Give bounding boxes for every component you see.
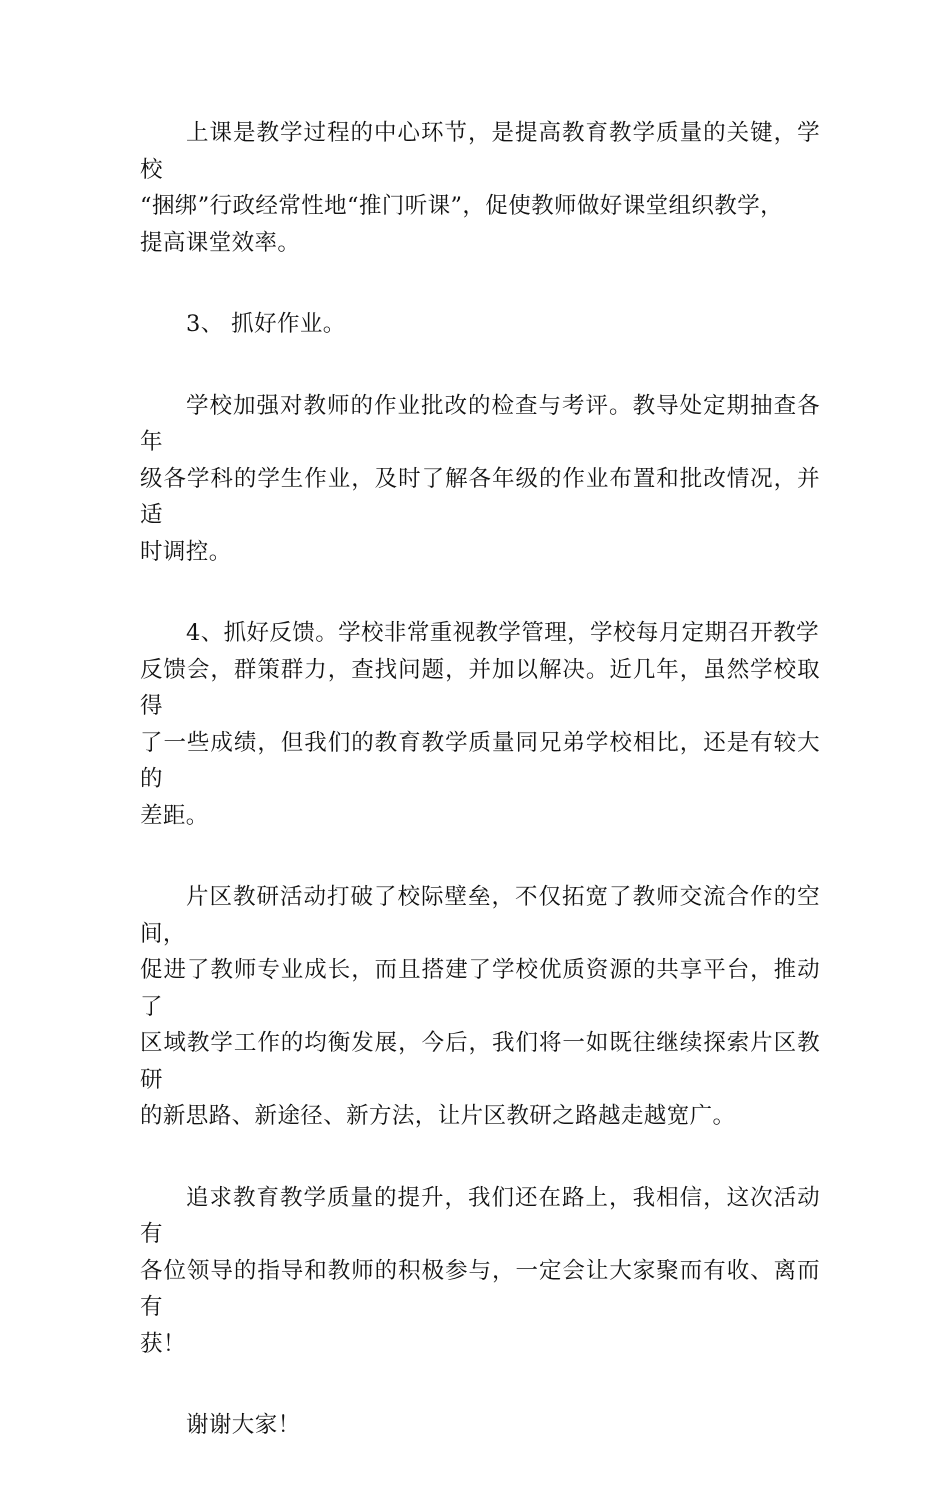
text-line: 片区教研活动打破了校际壁垒，不仅拓宽了教师交流合作的空间， xyxy=(140,884,820,947)
section-heading-homework xyxy=(140,306,820,343)
text-line: 反馈会，群策群力，查找问题，并加以解决。近几年，虽然学校取得 xyxy=(140,656,820,719)
paragraph-closing-thanks xyxy=(140,1407,820,1444)
paragraph-feedback xyxy=(140,615,820,834)
text-line: 时调控。 xyxy=(140,538,232,565)
text-line: 3、 抓好作业。 xyxy=(186,311,346,337)
document-body xyxy=(140,115,820,1489)
text-line: 差距。 xyxy=(140,802,209,829)
paragraph-homework-check xyxy=(140,388,820,571)
text-line: 追求教育教学质量的提升，我们还在路上，我相信，这次活动有 xyxy=(140,1184,820,1247)
text-line: 学校加强对教师的作业批改的检查与考评。教导处定期抽查各年 xyxy=(140,392,820,455)
text-line: 提高课堂效率。 xyxy=(140,229,301,256)
paragraph-district-research xyxy=(140,879,820,1135)
text-line: 级各学科的学生作业，及时了解各年级的作业布置和批改情况，并适 xyxy=(140,465,820,528)
text-line: 4、抓好反馈。学校非常重视教学管理，学校每月定期召开教学 xyxy=(186,620,820,646)
text-line: 了一些成绩，但我们的教育教学质量同兄弟学校相比，还是有较大的 xyxy=(140,729,820,792)
text-line: 上课是教学过程的中心环节，是提高教育教学质量的关键，学校 xyxy=(140,120,820,183)
paragraph-quality-pursuit xyxy=(140,1180,820,1363)
text-line: 促进了教师专业成长，而且搭建了学校优质资源的共享平台，推动了 xyxy=(140,957,820,1020)
paragraph-lesson-efficiency xyxy=(140,115,820,261)
text-line: 谢谢大家！ xyxy=(186,1412,301,1438)
text-line: 获！ xyxy=(140,1330,186,1357)
text-line: 各位领导的指导和教师的积极参与，一定会让大家聚而有收、离而有 xyxy=(140,1257,820,1320)
text-line: 区域教学工作的均衡发展，今后，我们将一如既往继续探索片区教研 xyxy=(140,1030,820,1093)
text-line: “捆绑”行政经常性地“推门听课”，促使教师做好课堂组织教学， xyxy=(140,193,784,219)
text-line: 的新思路、新途径、新方法，让片区教研之路越走越宽广。 xyxy=(140,1103,736,1129)
